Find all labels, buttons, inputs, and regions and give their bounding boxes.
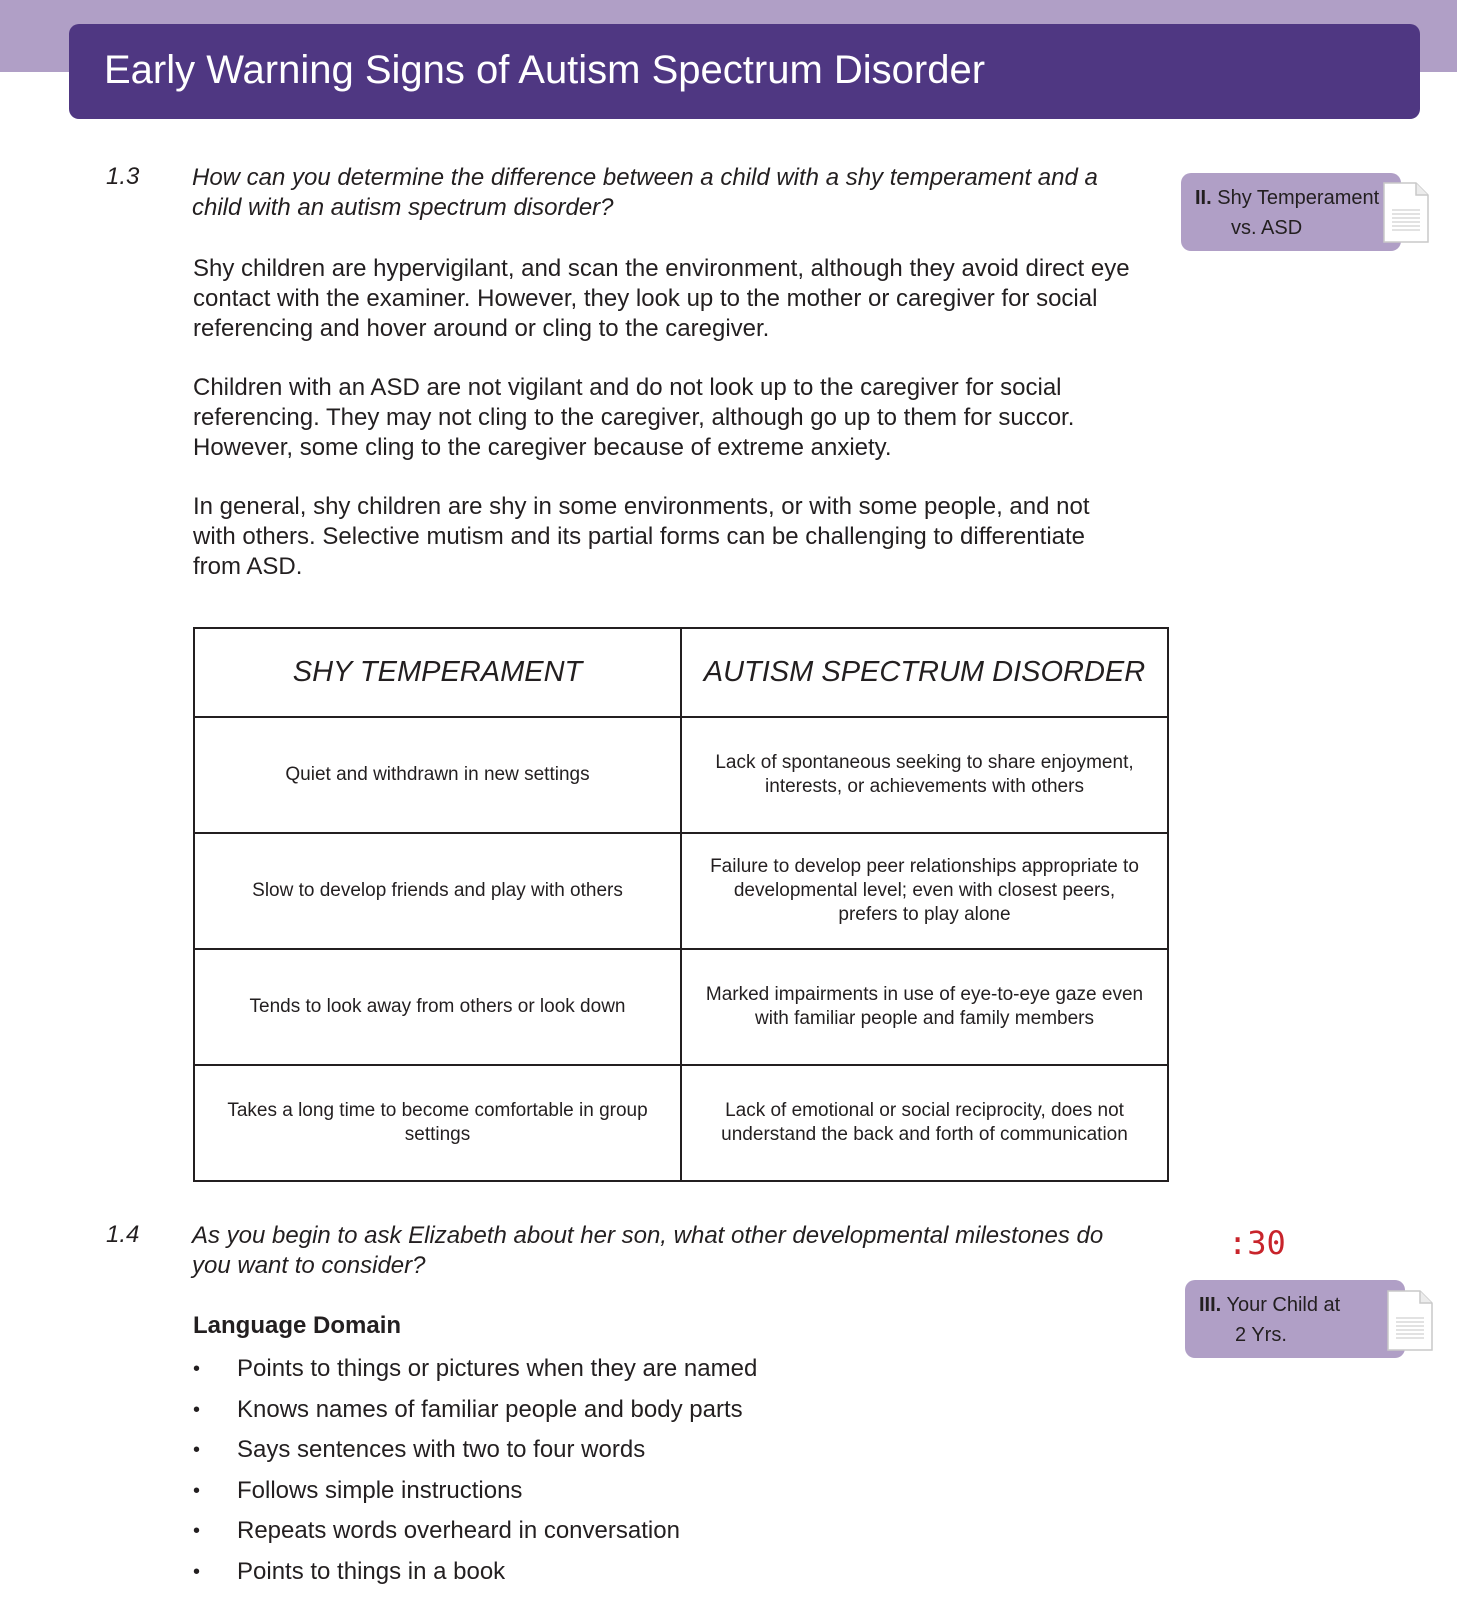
side-tab-label xyxy=(1195,183,1379,243)
cell-text: Quiet and withdrawn in new settings xyxy=(285,763,590,785)
bullet-icon: • xyxy=(193,1479,201,1502)
question-number: 1.4 xyxy=(106,1221,140,1248)
side-tab-shy-vs-asd[interactable] xyxy=(1181,173,1401,251)
list-item xyxy=(193,1390,757,1431)
cell-text: Tends to look away from others or look down xyxy=(249,995,626,1017)
question-text: How can you determine the difference between a child with a shy temperament and a child with an autism spectrum disorder? xyxy=(192,164,1098,221)
page-title: Early Warning Signs of Autism Spectrum Disorder xyxy=(104,48,986,92)
side-tab-roman: II. xyxy=(1195,187,1212,209)
list-item xyxy=(193,1471,757,1512)
table-row xyxy=(194,949,1168,1065)
bullet-icon: • xyxy=(193,1358,201,1380)
cell-text: Takes a long time to become comfortable in group settings xyxy=(227,1099,648,1145)
list-item-text: Points to things or pictures when they are named xyxy=(237,1355,758,1382)
milestone-list xyxy=(193,1349,757,1592)
column-header-asd: AUTISM SPECTRUM DISORDER xyxy=(681,628,1168,717)
bullet-icon: • xyxy=(193,1439,201,1461)
table-cell xyxy=(194,717,681,833)
side-tab-subtitle: 2 Yrs. xyxy=(1235,1324,1287,1346)
list-item xyxy=(193,1349,757,1390)
answer-paragraph: Children with an ASD are not vigilant and do not look up to the caregiver for social referencing. They may not cling to the caregiver, although go up to them for succor. However, some cling to the caregiver because of extreme anxiety. xyxy=(193,374,1075,461)
bullet-icon: • xyxy=(193,1520,201,1542)
list-item-text: Says sentences with two to four words xyxy=(237,1436,646,1463)
side-tab-roman: III. xyxy=(1199,1294,1222,1316)
table-cell xyxy=(194,1065,681,1181)
table-cell xyxy=(681,1065,1168,1181)
side-tab-title: Shy Temperament xyxy=(1217,187,1380,209)
table-header-row xyxy=(194,628,1168,717)
list-item-text: Knows names of familiar people and body parts xyxy=(237,1395,743,1423)
list-item xyxy=(193,1552,757,1593)
comparison-table xyxy=(193,627,1169,1182)
cell-text: Failure to develop peer relationships appropriate to developmental level; even with closest peers, prefers to play alone xyxy=(710,855,1139,925)
question-text: As you begin to ask Elizabeth about her son, what other developmental milestones do you want to consider? xyxy=(192,1222,1104,1279)
table-cell xyxy=(681,949,1168,1065)
list-item xyxy=(193,1511,757,1552)
list-item-text: Follows simple instructions xyxy=(237,1476,523,1504)
table-cell xyxy=(194,833,681,949)
side-tab-child-at-2-yrs[interactable] xyxy=(1185,1280,1405,1358)
cell-text: Lack of emotional or social reciprocity, does not understand the back and forth of communication xyxy=(721,1099,1128,1145)
answer-paragraph: Shy children are hypervigilant, and scan the environment, although they avoid direct eye contact with the examiner. However, they look up to the mother or caregiver for social referencing and hover around or cling to the caregiver. xyxy=(193,255,1130,342)
table-row xyxy=(194,1065,1168,1181)
table-cell xyxy=(194,949,681,1065)
bullet-icon: • xyxy=(193,1560,201,1583)
list-item-text: Repeats words overheard in conversation xyxy=(237,1517,680,1544)
column-header-shy: SHY TEMPERAMENT xyxy=(194,628,681,717)
document-icon[interactable] xyxy=(1380,180,1432,246)
side-tab-subtitle: vs. ASD xyxy=(1231,217,1303,239)
table-row xyxy=(194,717,1168,833)
side-tab-label xyxy=(1199,1290,1340,1350)
bullet-icon: • xyxy=(193,1398,201,1421)
domain-heading: Language Domain xyxy=(193,1312,402,1339)
table-cell xyxy=(681,833,1168,949)
question-number: 1.3 xyxy=(106,163,140,190)
cell-text: Marked impairments in use of eye-to-eye gaze even with familiar people and family members xyxy=(705,983,1144,1029)
table-cell xyxy=(681,717,1168,833)
timer-label: :30 xyxy=(1228,1224,1286,1262)
document-icon[interactable] xyxy=(1384,1288,1436,1354)
side-tab-title: Your Child at xyxy=(1226,1294,1341,1316)
header-banner xyxy=(69,24,1420,119)
answer-paragraph: In general, shy children are shy in some environments, or with some people, and not with others. Selective mutism and its partial forms can be challenging to differentiate from ASD. xyxy=(193,493,1090,580)
cell-text: Slow to develop friends and play with others xyxy=(252,879,623,901)
list-item xyxy=(193,1430,757,1471)
cell-text: Lack of spontaneous seeking to share enjoyment, interests, or achievements with others xyxy=(715,751,1134,797)
list-item-text: Points to things in a book xyxy=(237,1557,506,1585)
table-row xyxy=(194,833,1168,949)
